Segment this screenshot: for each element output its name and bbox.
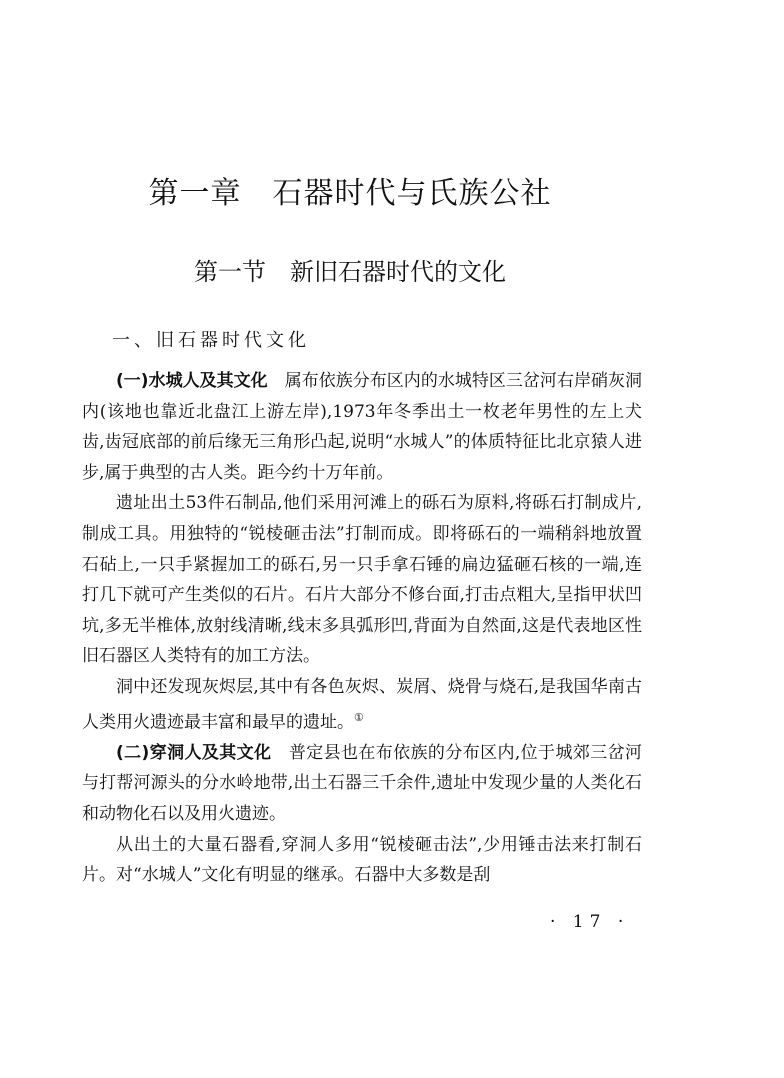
- paragraph-text: 洞中还发现灰烬层,其中有各色灰烬、炭屑、烧骨与烧石,是我国华南古人类用火遗迹最丰富和最早的遗址。: [82, 676, 642, 733]
- paragraph: [82, 830, 642, 891]
- body-text: [82, 366, 642, 891]
- paragraph-text: 从出土的大量石器看,穿洞人多用“锐棱砸击法”,少用锤击法来打制石片。对“水城人”文化有明显的继承。石器中大多数是刮: [82, 834, 642, 886]
- paragraph-heading: (一)水城人及其文化: [116, 371, 268, 391]
- paragraph: [82, 488, 642, 672]
- paragraph: [82, 738, 642, 830]
- subsection-title: 一、旧石器时代文化: [112, 330, 310, 351]
- chapter-title: 第一章 石器时代与氏族公社: [148, 176, 552, 211]
- paragraph-heading: (二)穿洞人及其文化: [116, 742, 272, 763]
- paragraph-text: 普定县也在布依族的分布区内,位于城郊三岔河与打帮河源头的分水岭地带,出土石器三千余件,遗址中发现少量的人类化石和动物化石以及用火遗迹。: [82, 742, 643, 824]
- footnote-marker: ①: [354, 710, 364, 724]
- paragraph-text: 属布依族分布区内的水城特区三岔河右岸硝灰洞内(该地也靠近北盘江上游左岸),1973年冬季出土一枚老年男性的左上犬齿,齿冠底部的前后缘无三角形凸起,说明“水城人”的体质特征比北京猿人进步,属于典型的古人类。距今约十万年前。: [82, 371, 642, 483]
- page-number: · 17 ·: [550, 912, 630, 932]
- paragraph: [82, 672, 642, 738]
- section-title: 第一节 新旧石器时代的文化: [194, 258, 506, 286]
- paragraph: [82, 366, 642, 488]
- paragraph-text: 遗址出土53件石制品,他们采用河滩上的砾石为原料,将砾石打制成片,制成工具。用独特的“锐棱砸击法”打制而成。即将砾石的一端稍斜地放置石砧上,一只手紧握加工的砾石,另一只手拿石锤的扁边猛砸石核的一端,连打几下就可产生类似的石片。石片大部分不修台面,打击点粗大,呈指甲状凹坑,多无半椎体,放射线清晰,线末多具弧形凹,背面为自然面,这是代表地区性旧石器区人类特有的加工方法。: [82, 493, 642, 667]
